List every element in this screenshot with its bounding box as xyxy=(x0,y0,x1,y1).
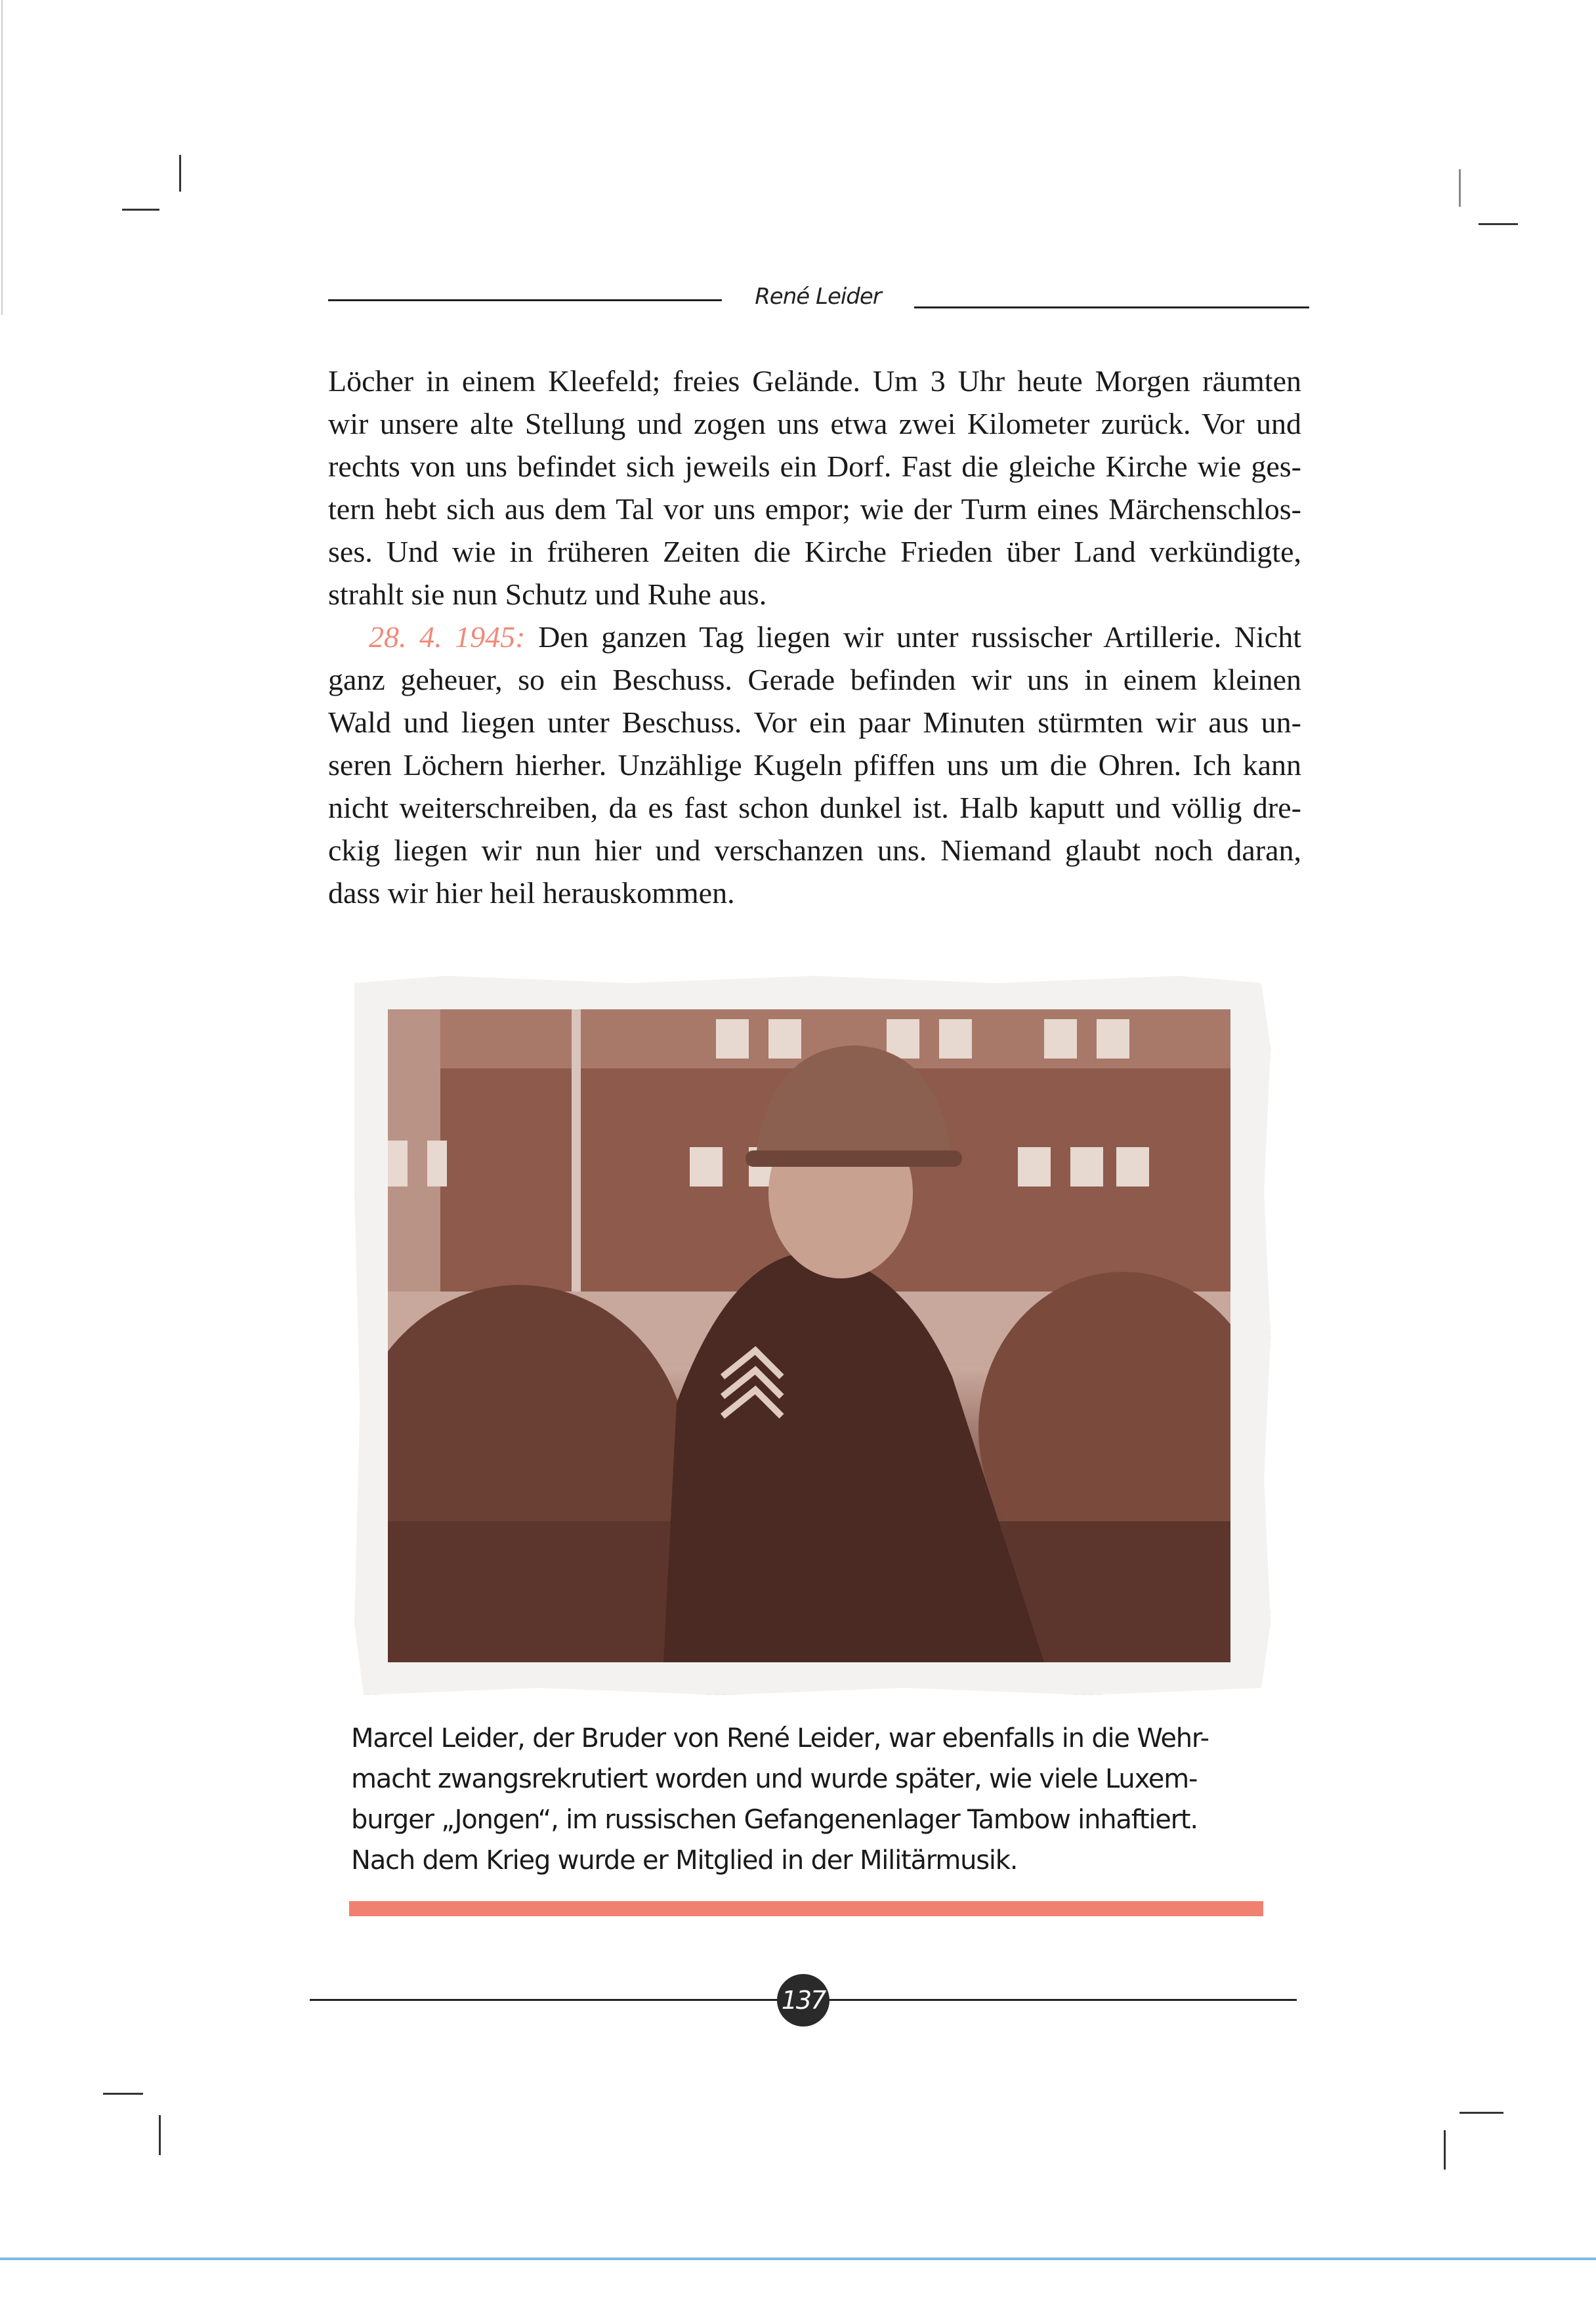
photo-soldier xyxy=(388,1009,1230,1662)
text-line: strahlt sie nun Schutz und Ruhe aus. xyxy=(328,578,767,611)
caption-line: Marcel Leider, der Bruder von René Leider, war ebenfalls in die Wehr- xyxy=(351,1723,1209,1754)
text-line: seren Löchern hierher. Unzählige Kugeln pfiffen uns um die Ohren. Ich kann xyxy=(328,748,1301,782)
caption-line: burger „Jongen“, im russischen Gefangenenlager Tambow inhaftiert. xyxy=(351,1805,1198,1835)
photo-illustration xyxy=(388,1009,1230,1662)
header-rule-left xyxy=(328,299,722,301)
text-line: wir unsere alte Stellung und zogen uns etwa zwei Kilometer zurück. Vor und xyxy=(328,407,1301,440)
crop-mark xyxy=(103,2093,143,2095)
running-title: René Leider xyxy=(755,284,881,310)
text-line: ckig liegen wir nun hier und verschanzen uns. Niemand glaubt noch daran, xyxy=(328,833,1301,867)
text-span: Den ganzen Tag liegen wir unter russischer Artillerie. Nicht xyxy=(525,620,1301,654)
crop-mark xyxy=(1479,223,1518,225)
crop-mark xyxy=(159,2115,161,2155)
text-line: nicht weiterschreiben, da es fast schon dunkel ist. Halb kaputt und völlig dre- xyxy=(328,791,1301,824)
text-line: Löcher in einem Kleefeld; freies Gelände. Um 3 Uhr heute Morgen räumten xyxy=(328,364,1301,398)
accent-bar xyxy=(349,1901,1263,1916)
body-text xyxy=(328,360,1301,914)
text-line: Wald und liegen unter Beschuss. Vor ein paar Minuten stürmten wir aus un- xyxy=(328,705,1301,739)
text-line xyxy=(328,616,1301,658)
text-line: tern hebt sich aus dem Tal vor uns empor; wie der Turm eines Märchenschlos- xyxy=(328,492,1301,526)
text-line: ganz geheuer, so ein Beschuss. Gerade befinden wir uns in einem kleinen xyxy=(328,663,1301,696)
scan-left-edge xyxy=(1,0,3,315)
header-rule-right xyxy=(914,306,1309,308)
photo-caption xyxy=(351,1718,1283,1881)
crop-mark xyxy=(179,155,181,192)
crop-mark xyxy=(1459,169,1461,207)
text-line: ses. Und wie in früheren Zeiten die Kirche Frieden über Land verkündigte, xyxy=(328,535,1301,568)
caption-line: macht zwangsrekrutiert worden und wurde später, wie viele Luxem- xyxy=(351,1764,1198,1794)
crop-mark xyxy=(122,209,159,211)
scan-bottom-line xyxy=(0,2258,1596,2260)
text-line: dass wir hier heil herauskommen. xyxy=(328,876,735,910)
caption-line: Nach dem Krieg wurde er Mitglied in der Militärmusik. xyxy=(351,1845,1018,1876)
text-line: rechts von uns befindet sich jeweils ein Dorf. Fast die gleiche Kirche wie ges- xyxy=(328,450,1301,483)
crop-mark xyxy=(1460,2112,1503,2114)
page-number: 137 xyxy=(777,1974,830,2026)
entry-date: 28. 4. 1945: xyxy=(369,620,526,654)
crop-mark xyxy=(1444,2130,1446,2170)
